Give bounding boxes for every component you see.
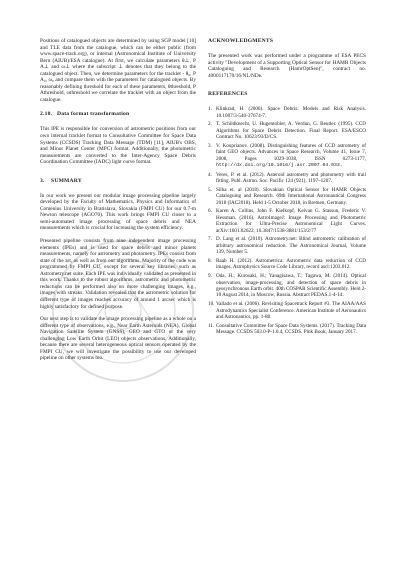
reference-number: 2. [208,121,212,128]
reference-number: 8. [208,258,212,265]
reference-body: V. Kouprianov. (2008). Distinguishing features of CCD astrometry of faint GEO objects. Advances in Space Research, Volume 41, Issue 7, 2008, Pages 1029-1038, ISSN 0273-1177, [216,142,366,162]
section-number: 3. [40,177,45,184]
section-heading-2-10 [40,111,196,118]
paragraph-data-format: This IPE is responsible for conversion of astrometric positions from our own internal tracklet format to Consultative Committee for Space Data Systems (CCSDS) Tracking Data Message (TDM) [11], AIUB's OBS, and Minor Planet Center (MPC) format. Additionally, the photometric measurements are converted to the Inter-Agency Space Debris Coordination Committee (IADC) light curve format. [40,126,196,166]
section-title: SUMMARY [51,177,83,184]
reference-number: 11. [208,322,215,329]
acknowledgments-text: The presented work was performed under a programme of ESA PECS activity "Development of a Supporting Optical Sensor for HAMR Objects Cataloguing and Research (HamrOptSen)", contract no. 4000117170/16/NL/NDe. [208,53,366,79]
reference-text: Karen A. Collins, John F. Kielkopf, Keivan G. Stassun, Frederic V. Hessman. (2016). AstroImageJ: Image Processing and Photometric Extraction for Ultra-Precise Astronomical Light Curves. arXiv:1601.02622, 10.3847/1538-3881/153/2/77 [216,208,366,234]
section-title: Data format transformation [56,111,130,118]
references-list [208,106,366,335]
reference-text: Silha et. al (2018). Slovakian Optical Sensor for HAMR Objects Cataloguing and Research. 69th International Astronautical Congress 2018 (IAC2018). Held 1-5 October 2018, in Bremen, Germany. [216,186,366,206]
reference-item [208,106,366,119]
reference-item [208,273,366,299]
paragraph-summary-1: In our work we present our modular image processing pipeline largely developed by the Faculty of Mathematics, Physics and Informatics of Comenius University in Bratislava, Slovakia (FMPI CU) for our 0.7-m Newton telescope (AGO70). This work brings FMPI CU closer to a semi-automated image processing of space debris and NEA measurements which is crucial for increasing the system efficiency. [40,192,196,232]
reference-number: 5. [208,186,212,193]
reference-number: 10. [208,301,215,308]
reference-item [208,208,366,234]
reference-number: 6. [208,208,212,215]
reference-number: 3. [208,142,212,149]
reference-text [216,143,366,170]
reference-text: D. Lang et al. (2010). Astrometry.net: Blind astrometric calibration of arbitrary astronomical reduction. The Astronomical Journal, Volume 139, Number 5. [216,236,366,256]
reference-item [208,143,366,170]
reference-item [208,301,366,320]
paragraph-summary-3: Our next step is to validate the image processing pipeline as a whole on a different type of observations, e.g., Near Earth Asteroids (NEA), Global Navigation Satellite System (GNSS), GEO and GTO or the very challenging Low Earth Orbit (LEO) objects observations. Additionally, because there are several heterogeneous optical sensors operated by the FMPI CU, we will investigate the possibility to use our developed pipeline on other systems too. [40,316,196,362]
reference-text: Consultative Committee for Space Data Systems. (2017). Tracking Data Message. CCSDS 503.0-P-1.0.4, CCSDS. Pink Book, January 2017. [216,322,366,336]
reference-item [208,187,366,206]
reference-item [208,121,366,140]
section-heading-summary [40,178,196,185]
reference-number: 9. [208,273,212,280]
references-heading: REFERENCES [208,91,248,98]
left-column [40,38,196,368]
reference-number: 4. [208,171,212,178]
reference-item [208,258,366,271]
reference-item [208,323,366,336]
reference-text: T. Schildknecht, U. Hugentobler, A. Verdun, G. Beutler. (1995). CCD Algorithms for Space Debris Detection. Final Report. ESA/ESCO Contract No. 10623/93/D/CS. [216,121,366,141]
reference-number: 1. [208,106,212,113]
reference-url-link[interactable]: http://dx.doi.org/10.1016/j.asr.2007.04.033. [216,163,343,169]
reference-text: Oda, H.; Kurosaki, H.; Yanagisawa, T.; Tagawa, M. (2014). Optical observation, image-processing, and detection of space debris in geosynchronous Earth orbit. 40th COSPAR Scientific Assembly. Held 2-10 August 2014, in Moscow, Russia. Abstract PEDAS.1-4-14. [216,273,366,299]
reference-text: Veres, P. et al. (2012). Asteroid astrometry and photometry with trail fitting. Publ. Astron. Soc. Pacific 124 (921), 1197–1207. [216,171,366,185]
section-number: 2.10. [40,111,53,118]
paragraph-catalogue-correlation: Positions of catalogued objects are determined by using SGP model [10] and TLE data from the catalogue, which can be either public (from www.space-track.org), or internal (Astronomical Institute of University Bern (AIUB)/ESA catalogue). At first, we calculate parameters θ⊥, P A⊥ and ω⊥ where the subscript ⊥ denotes that they belong to the catalogued object. Then, we determine parameters for the tracklet - θ₀, P A₀, ω₀ and compare them with the parameters for catalogued objects. By reasonably defining threshold for each of these parameters, θthreshold, P Athreshold, ωthreshold we correlate the tracklet with an object from the catalogue. [40,38,196,103]
reference-item [208,172,366,185]
paragraph-summary-2: Presented pipeline consists from nine independent image processing elements (IPEs) and is used for space debris and minor planets measurements, namely for astrometry and photometry. IPEs consist from state of the art, as well as from our algorithms. Majority of the code was programmed by FMPI CU, except for several key libraries, such as Astrometry.net suite. Each IPE was individually validated as presented in this work. Thanks to the robust algorithms, astrometric and photometric reductions can be performed also on more challenging images, e.g., images with streaks. Validation revealed that the astrometric solution for different type of images reaches accuracy of around 1 arcsec which is highly satisfactory for defined purpose. [40,238,196,310]
reference-number: 7. [208,236,212,243]
right-column [208,38,366,338]
acknowledgments-heading: ACKNOWLEDGMENTS [208,38,274,44]
reference-item [208,236,366,255]
reference-text: Vallado et al. (2006). Revisiting Spacetrack Report #3. The AIAA/AAS Astrodynamics Specialist Conference. American Institute of Aeronautics and Astronautics, pp. 1-88. [216,301,366,321]
reference-text: Raab H. (2012). Astrometrica: Astrometric data reduction of CCD images. Astrophysics Source Code Library, record ascl:1203.012. [216,258,366,271]
reference-text: Klinkrad, H. (2006). Space Debris: Models and Risk Analysis. 10.1007/3-540-37674-7. [216,106,366,119]
